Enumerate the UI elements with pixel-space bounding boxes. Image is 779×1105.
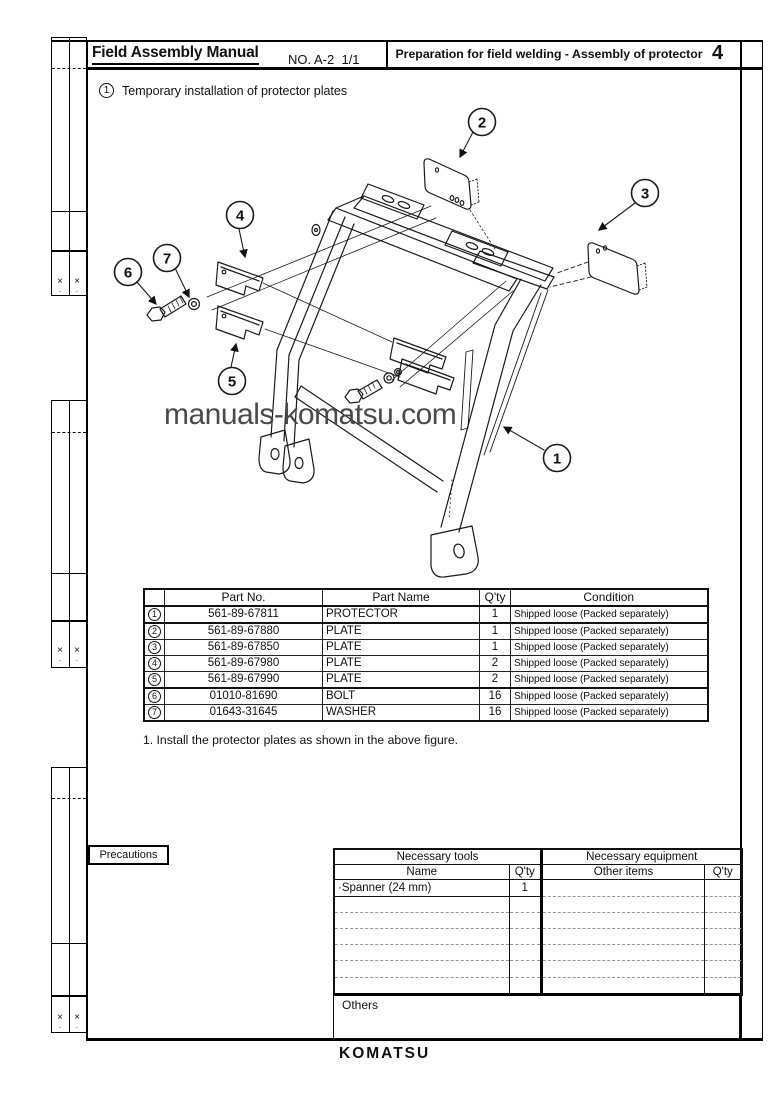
callout-arrow-2 (460, 132, 473, 157)
frame-top-beam (328, 196, 553, 291)
condition-cell: Shipped loose (Packed separately) (511, 656, 708, 672)
qty-cell: 2 (480, 672, 511, 689)
part-name-cell: PLATE (323, 640, 480, 656)
page-right-border (762, 40, 763, 1040)
equipment-qty-header: Q'ty (705, 865, 742, 880)
row-circled-number: 6 (148, 690, 161, 703)
margin-strip-middle: × × · · (51, 400, 87, 668)
document-number: NO. A-2 1/1 (288, 52, 360, 67)
condition-cell: Shipped loose (Packed separately) (511, 705, 708, 722)
qty-cell: 2 (480, 656, 511, 672)
callout-number: 2 (477, 114, 487, 132)
komatsu-logo: KOMATSU (339, 1045, 431, 1062)
part-name-cell: BOLT (323, 688, 480, 705)
callout-number: 7 (162, 250, 172, 268)
header-divider (386, 40, 388, 68)
callout-arrow-1 (504, 427, 544, 450)
margin-strip-bottom: × × · · (51, 767, 87, 1033)
callout-number: 5 (227, 373, 237, 391)
table-row (144, 672, 708, 689)
qty-cell: 1 (480, 640, 511, 656)
tool-qty-cell: 1 (509, 880, 541, 897)
register-mark: × (57, 276, 63, 287)
mount-plate (445, 231, 508, 266)
register-mark: × (74, 276, 80, 287)
condition-cell: Shipped loose (Packed separately) (511, 640, 708, 656)
condition-cell: Shipped loose (Packed separately) (511, 623, 708, 640)
watermark: manuals-komatsu.com (164, 398, 457, 431)
col-header-part-name: Part Name (323, 589, 480, 606)
part-name-cell: PLATE (323, 656, 480, 672)
callout-number: 6 (123, 264, 133, 282)
foot-plate (431, 526, 478, 577)
instruction-note: 1. Install the protector plates as shown in the above figure. (143, 733, 459, 747)
empty-row (334, 961, 541, 978)
table-row (144, 688, 708, 705)
tools-title: Necessary tools (334, 849, 541, 865)
col-header-part-no: Part No. (165, 589, 323, 606)
row-circled-number: 7 (148, 706, 161, 719)
section-title: Preparation for field welding - Assembly of protector (395, 47, 703, 61)
equipment-items-header: Other items (542, 865, 705, 880)
necessary-tools-table (333, 848, 542, 996)
condition-cell: Shipped loose (Packed separately) (511, 672, 708, 689)
parts-table-body (144, 606, 708, 721)
col-header-qty: Q'ty (480, 589, 511, 606)
empty-row (334, 945, 541, 961)
empty-row (334, 978, 541, 995)
precautions-label: Precautions (88, 845, 169, 865)
part-no-cell: 561-89-67880 (165, 623, 323, 640)
part-name-cell: WASHER (323, 705, 480, 722)
row-circled-number: 4 (148, 657, 161, 670)
part-no-cell: 561-89-67811 (165, 606, 323, 623)
manual-title: Field Assembly Manual (92, 44, 259, 65)
callout-arrow-3 (599, 203, 635, 230)
part-name-cell: PLATE (323, 623, 480, 640)
washer-7 (189, 299, 200, 310)
part-no-cell: 561-89-67980 (165, 656, 323, 672)
register-mark: × (57, 1012, 63, 1023)
qty-cell: 1 (480, 623, 511, 640)
part-no-cell: 561-89-67850 (165, 640, 323, 656)
callout-number: 1 (552, 450, 562, 468)
table-row (144, 656, 708, 672)
tools-table-body (334, 880, 541, 995)
row-circled-number: 5 (148, 673, 161, 686)
equipment-table-body (542, 880, 742, 995)
empty-row (542, 978, 742, 995)
table-row (144, 623, 708, 640)
qty-cell: 16 (480, 688, 511, 705)
table-row (144, 705, 708, 722)
condition-cell: Shipped loose (Packed separately) (511, 606, 708, 623)
table-row (334, 880, 541, 897)
tools-qty-header: Q'ty (509, 865, 541, 880)
step-title: Temporary installation of protector plates (122, 83, 348, 98)
callout-arrow-6 (137, 282, 156, 304)
register-mark: × (74, 645, 80, 656)
part-no-cell: 01643-31645 (165, 705, 323, 722)
callout-number: 3 (640, 185, 650, 203)
callout-arrow-4 (239, 229, 245, 257)
col-header-no (144, 589, 165, 606)
callout-arrow-7 (175, 268, 189, 297)
foot-plate (283, 439, 314, 483)
assembly-diagram (90, 75, 750, 585)
table-row (144, 606, 708, 623)
row-circled-number: 3 (148, 641, 161, 654)
empty-row (542, 961, 742, 978)
register-mark: × (57, 645, 63, 656)
empty-row (542, 880, 742, 897)
table-row (144, 640, 708, 656)
empty-row (334, 913, 541, 929)
bracket-5 (216, 306, 263, 339)
empty-row (334, 897, 541, 913)
row-circled-number: 2 (148, 625, 161, 638)
empty-row (334, 929, 541, 945)
empty-row (542, 929, 742, 945)
callout-number: 4 (235, 207, 245, 225)
tools-name-header: Name (334, 865, 509, 880)
register-mark: × (74, 1012, 80, 1023)
empty-row (542, 945, 742, 961)
plate-3 (588, 243, 639, 294)
empty-row (542, 897, 742, 913)
qty-cell: 16 (480, 705, 511, 722)
part-name-cell: PLATE (323, 672, 480, 689)
step-circled-number: 1 (99, 83, 114, 98)
callout-arrow-5 (231, 344, 236, 367)
part-name-cell: PROTECTOR (323, 606, 480, 623)
row-circled-number: 1 (148, 608, 161, 621)
necessary-equipment-table (540, 848, 743, 996)
part-no-cell: 01010-81690 (165, 688, 323, 705)
foot-plate (259, 430, 290, 474)
col-header-condition: Condition (511, 589, 708, 606)
bracket-mid (398, 359, 454, 394)
condition-cell: Shipped loose (Packed separately) (511, 688, 708, 705)
tool-name-cell: ·Spanner (24 mm) (334, 880, 509, 897)
equipment-title: Necessary equipment (542, 849, 742, 865)
part-no-cell: 561-89-67990 (165, 672, 323, 689)
others-section (333, 993, 740, 1039)
frame-rear-leg (484, 290, 548, 455)
parts-table (143, 588, 709, 722)
qty-cell: 1 (480, 606, 511, 623)
margin-strip-top: × × · · (51, 37, 87, 296)
parts-table-header-row (144, 589, 708, 606)
page-number: 4 (712, 42, 724, 64)
others-label: Others (342, 998, 379, 1012)
empty-row (542, 913, 742, 929)
